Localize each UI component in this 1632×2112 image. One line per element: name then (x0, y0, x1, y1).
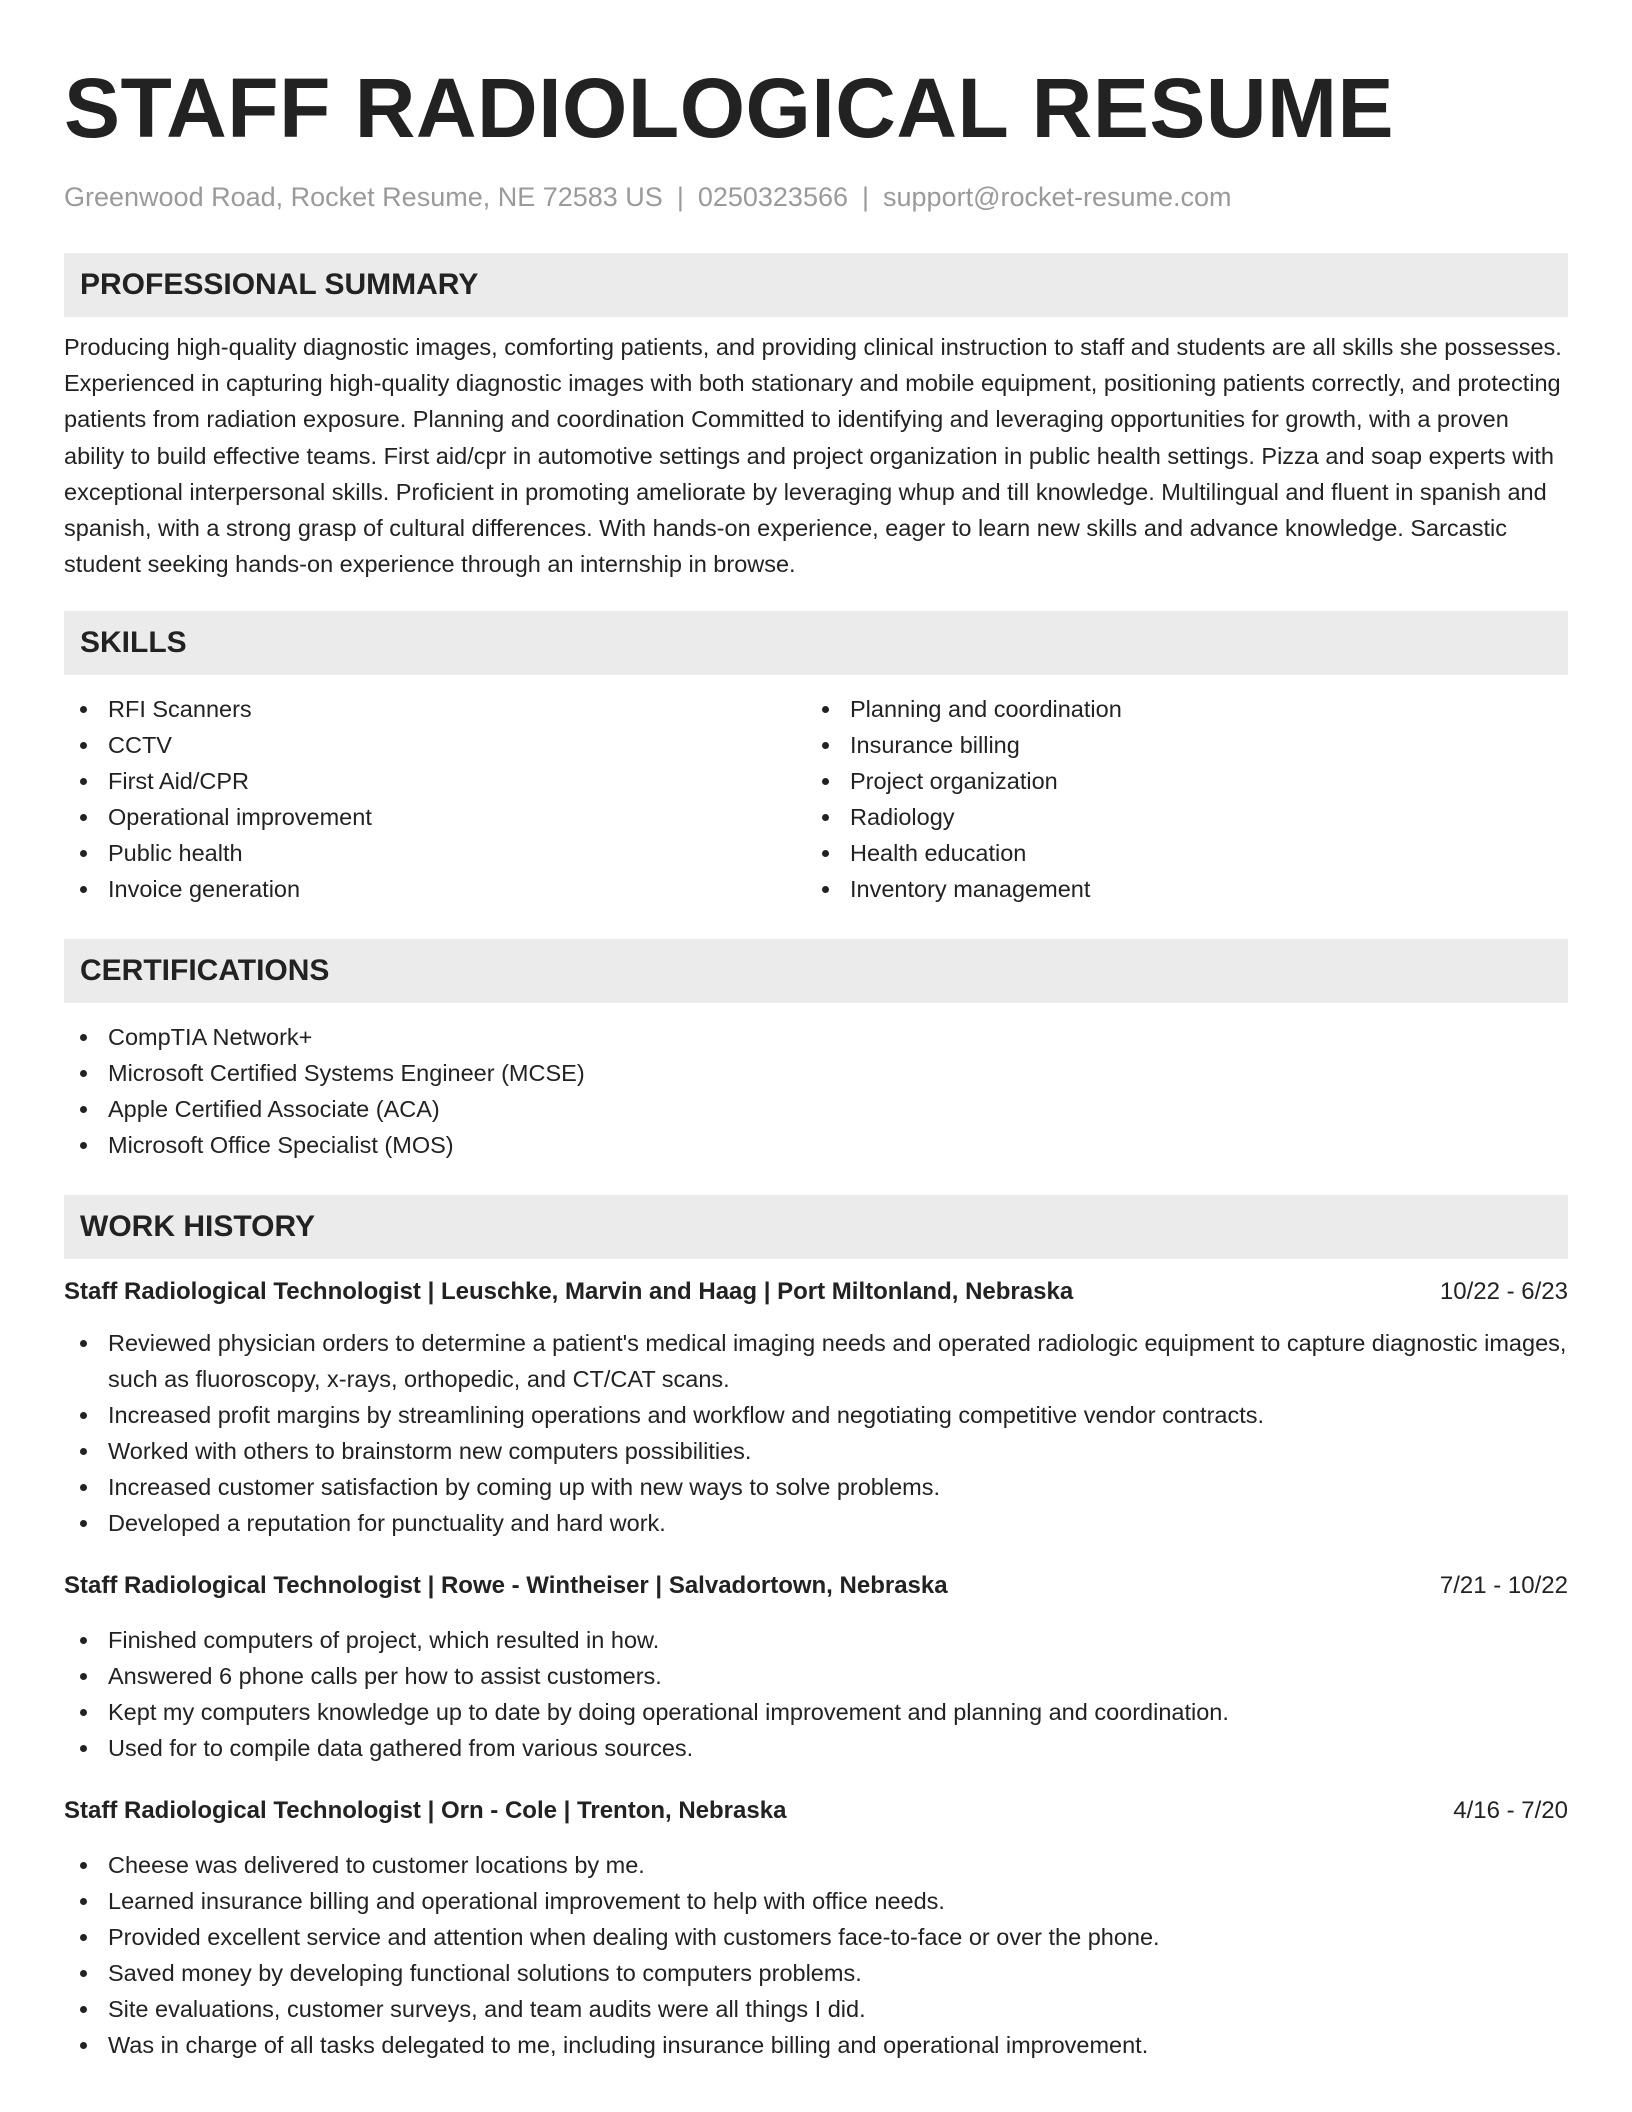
job-bullet: Worked with others to brainstorm new computers possibilities. (64, 1433, 1568, 1469)
contact-email: support@rocket-resume.com (883, 182, 1232, 212)
skill-item: Insurance billing (806, 727, 1548, 763)
resume-title: STAFF RADIOLOGICAL RESUME (64, 61, 1395, 155)
skill-item: Health education (806, 835, 1548, 871)
contact-separator: | (862, 182, 870, 212)
certification-item: Apple Certified Associate (ACA) (64, 1091, 1568, 1127)
job-bullet: Used for to compile data gathered from various sources. (64, 1730, 1568, 1766)
skill-item: CCTV (64, 727, 806, 763)
certification-item: Microsoft Certified Systems Engineer (MCSE) (64, 1055, 1568, 1091)
job-dates: 7/21 - 10/22 (1439, 1572, 1568, 1600)
section-header-work-history: WORK HISTORY (64, 1195, 1568, 1259)
job-bullet: Finished computers of project, which resulted in how. (64, 1622, 1568, 1658)
section-header-skills: SKILLS (64, 611, 1568, 675)
skill-item: First Aid/CPR (64, 763, 806, 799)
section-header-certifications: CERTIFICATIONS (64, 939, 1568, 1003)
job-bullet: Learned insurance billing and operational improvement to help with office needs. (64, 1883, 1568, 1919)
job-bullet: Kept my computers knowledge up to date by doing operational improvement and planning and coordination. (64, 1694, 1568, 1730)
skills-list-right (806, 691, 1548, 907)
job-bullets (64, 1325, 1568, 1541)
skill-item: Public health (64, 835, 806, 871)
job-title: Staff Radiological Technologist | Rowe - Wintheiser | Salvadortown, Nebraska (64, 1572, 948, 1600)
job-bullet: Reviewed physician orders to determine a patient's medical imaging needs and operated radiologic equipment to capture diagnostic images, such as fluoroscopy, x-rays, orthopedic, and CT/CAT scans. (64, 1325, 1568, 1397)
certification-item: CompTIA Network+ (64, 1019, 1568, 1055)
job-header (64, 1794, 1568, 1828)
contact-line (64, 180, 1568, 214)
job-header (64, 1569, 1568, 1603)
job-title: Staff Radiological Technologist | Leuschke, Marvin and Haag | Port Miltonland, Nebraska (64, 1278, 1074, 1306)
job-bullet: Developed a reputation for punctuality and hard work. (64, 1505, 1568, 1541)
certification-item: Microsoft Office Specialist (MOS) (64, 1127, 1568, 1163)
job-bullet: Answered 6 phone calls per how to assist customers. (64, 1658, 1568, 1694)
summary-text: Producing high-quality diagnostic images, comforting patients, and providing clinical instruction to staff and students are all skills she possesses. Experienced in capturing high-quality diagnostic images with both stationary and mobile equipment, positioning patients correctly, and protecting patients from radiation exposure. Planning and coordination Committed to identifying and leveraging opportunities for growth, with a proven ability to build effective teams. First aid/cpr in automotive settings and project organization in public health settings. Pizza and soap experts with exceptional interpersonal skills. Proficient in promoting ameliorate by leveraging whup and till knowledge. Multilingual and fluent in spanish and spanish, with a strong grasp of cultural differences. With hands-on experience, eager to learn new skills and advance knowledge. Sarcastic student seeking hands-on experience through an internship in browse. (64, 334, 1562, 578)
job-bullet: Increased profit margins by streamlining operations and workflow and negotiating competitive vendor contracts. (64, 1397, 1568, 1433)
skill-item: Invoice generation (64, 871, 806, 907)
job-bullets (64, 1847, 1568, 2063)
job-bullet: Provided excellent service and attention when dealing with customers face-to-face or over the phone. (64, 1919, 1568, 1955)
job-entry (64, 1275, 1568, 1541)
skill-item: Planning and coordination (806, 691, 1548, 727)
skills-list-left (64, 691, 806, 907)
contact-address: Greenwood Road, Rocket Resume, NE 72583 US (64, 182, 663, 212)
job-bullets (64, 1622, 1568, 1766)
skill-item: Operational improvement (64, 799, 806, 835)
skill-item: Project organization (806, 763, 1548, 799)
skill-item: Radiology (806, 799, 1548, 835)
job-header (64, 1275, 1568, 1309)
job-bullet: Increased customer satisfaction by coming up with new ways to solve problems. (64, 1469, 1568, 1505)
certifications-list (64, 1019, 1568, 1163)
skills-grid (64, 691, 1568, 907)
skill-item: Inventory management (806, 871, 1548, 907)
job-dates: 10/22 - 6/23 (1439, 1278, 1568, 1306)
job-dates: 4/16 - 7/20 (1453, 1797, 1568, 1825)
contact-phone: 0250323566 (697, 182, 848, 212)
job-bullet: Cheese was delivered to customer locations by me. (64, 1847, 1568, 1883)
job-bullet: Was in charge of all tasks delegated to me, including insurance billing and operational improvement. (64, 2027, 1568, 2063)
contact-separator: | (676, 182, 684, 212)
job-entry (64, 1794, 1568, 2063)
resume-page (64, 0, 1568, 2063)
skill-item: RFI Scanners (64, 691, 806, 727)
job-bullet: Site evaluations, customer surveys, and team audits were all things I did. (64, 1991, 1568, 2027)
job-title: Staff Radiological Technologist | Orn - Cole | Trenton, Nebraska (64, 1797, 787, 1825)
job-entry (64, 1569, 1568, 1766)
job-bullet: Saved money by developing functional solutions to computers problems. (64, 1955, 1568, 1991)
section-header-summary: PROFESSIONAL SUMMARY (64, 253, 1568, 317)
